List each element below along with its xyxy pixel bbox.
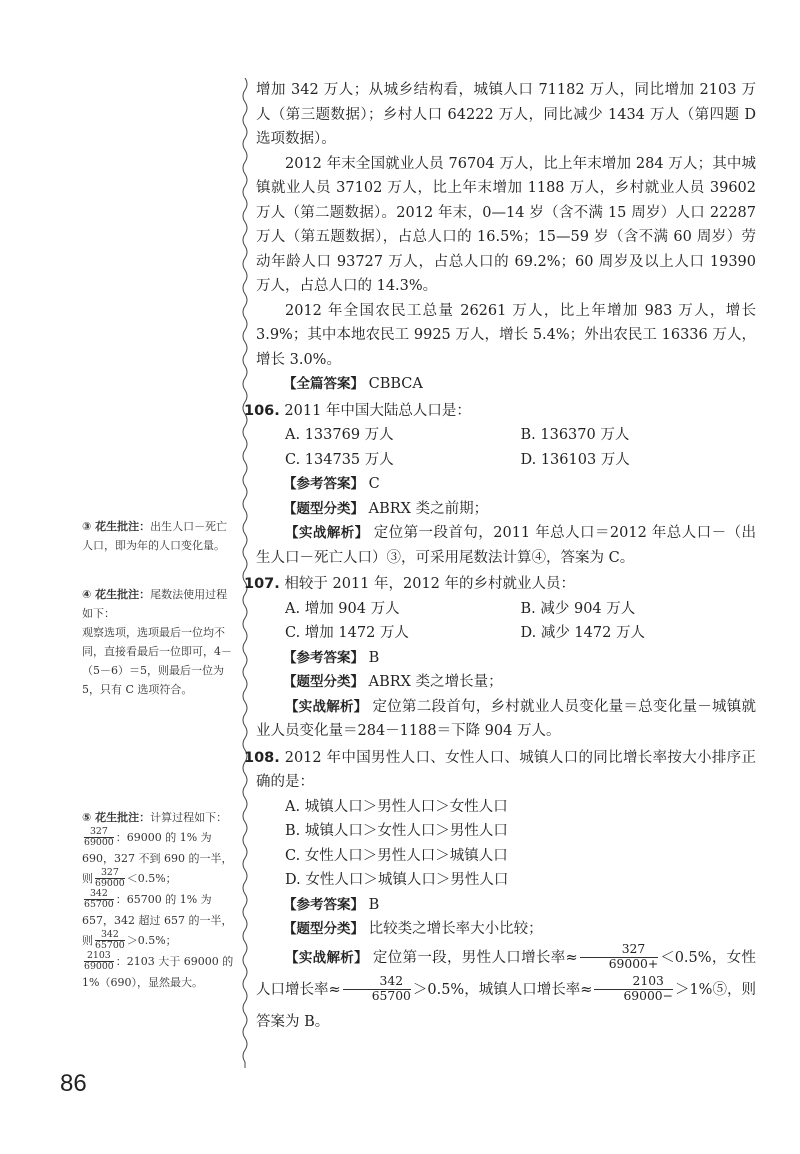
option-c: C. 女性人口＞男性人口＞城镇人口 <box>285 847 508 864</box>
question-108 <box>244 746 757 1038</box>
question-number: 106. <box>244 402 280 419</box>
option-a: A. 133769 万人 <box>285 427 394 443</box>
question-107 <box>244 572 757 744</box>
paragraph-3: 2012 年全国农民工总量 26261 万人，比上年增加 983 万人，增长 3.9%；其中本地农民工 9925 万人，增长 5.4%；外出农民工 16336 万人，增长 3.0%。 <box>256 302 756 368</box>
question-stem: 2011 年中国大陆总人口是： <box>284 402 471 419</box>
analysis-text-2: ＜0.5%，女性人口增长率≈ <box>256 949 757 998</box>
analysis-label: 【实战解析】 <box>285 525 369 541</box>
question-stem: 相较于 2011 年，2012 年的乡村就业人员： <box>284 576 576 592</box>
note-text: ：2103 大于 69000 的 1%（690），显然最大。 <box>82 954 234 989</box>
note-text: 计算过程如下： <box>150 811 228 824</box>
overall-answer <box>256 372 756 397</box>
analysis-text: 定位第一段首句，2011 年总人口＝2012 年总人口－（出生人口－死亡人口）③，可采用尾数法计算④，答案为 C。 <box>256 525 757 566</box>
type-label: 【题型分类】 <box>283 921 364 937</box>
note-label: ④ 花生批注： <box>82 588 151 601</box>
margin-divider <box>240 78 250 1068</box>
option-b: B. 减少 904 万人 <box>520 600 636 617</box>
options <box>285 423 756 472</box>
fraction: $\frac{327}{69000+}$ <box>580 943 659 971</box>
analysis-label: 【实战解析】 <box>285 949 368 966</box>
question-number: 108. <box>244 749 280 766</box>
answer-label: 【参考答案】 <box>283 476 364 492</box>
option-d: D. 减少 1472 万人 <box>520 625 645 641</box>
analysis-text: 定位第二段首句，乡村就业人员变化量＝总变化量－城镇就业人员变化量＝284－1188＝下降 904 万人。 <box>256 698 757 739</box>
option-d: D. 136103 万人 <box>520 451 630 468</box>
side-note-3 <box>82 517 234 555</box>
question-stem: 2012 年中国男性人口、女性人口、城镇人口的同比增长率按大小排序正确的是： <box>256 749 757 790</box>
side-note-4 <box>82 585 234 699</box>
option-a: A. 城镇人口＞男性人口＞女性人口 <box>285 798 508 815</box>
fraction: $\frac{342}{65700}$ <box>95 928 125 951</box>
option-c: C. 134735 万人 <box>285 451 394 468</box>
question-number: 107. <box>244 576 280 592</box>
option-b: B. 136370 万人 <box>520 427 630 443</box>
fraction: $\frac{2103}{69000-}$ <box>594 975 673 1003</box>
option-d: D. 女性人口＞城镇人口＞男性人口 <box>285 872 509 888</box>
options <box>285 597 756 646</box>
main-column <box>244 78 757 1038</box>
side-note-5 <box>82 808 234 992</box>
type-value: 比较类之增长率大小比较； <box>368 921 543 937</box>
option-a: A. 增加 904 万人 <box>285 600 400 617</box>
analysis-label: 【实战解析】 <box>285 698 368 715</box>
type-label: 【题型分类】 <box>283 674 364 690</box>
answer-label: 【参考答案】 <box>283 649 364 666</box>
question-106 <box>244 399 757 571</box>
fraction: $\frac{342}{65700}$ <box>84 888 114 911</box>
type-value: ABRX 类之前期； <box>368 500 489 517</box>
options <box>256 795 756 893</box>
note-text: 出生人口－死亡人口，即为年的人口变化量。 <box>82 520 228 552</box>
fraction: $\frac{342}{65700}$ <box>343 975 411 1003</box>
type-value: ABRX 类之增长量； <box>368 674 503 690</box>
note-text: ：65700 的 1% 为 657，342 超过 657 的一半，则 <box>82 892 233 947</box>
fraction: $\frac{327}{69000}$ <box>95 866 125 889</box>
note-text: 尾数法使用过程如下： <box>82 588 228 620</box>
note-text: ＜0.5%； <box>126 871 177 885</box>
note-label: ⑤ 花生批注： <box>82 811 151 824</box>
paragraph-1: 增加 342 万人；从城乡结构看，城镇人口 71182 万人，同比增加 2103 万人（第三题数据）；乡村人口 64222 万人，同比减少 1434 万人（第四题 D 选项数据）。 <box>256 82 756 147</box>
note-label: ③ 花生批注： <box>82 520 151 533</box>
note-text: 观察选项，选项最后一位均不同，直接看最后一位即可，4－（5－6）＝5，则最后一位为 5，只有 C 选项符合。 <box>82 626 232 696</box>
note-text: ：69000 的 1% 为 690，327 不到 690 的一半，则 <box>82 830 233 885</box>
option-b: B. 城镇人口＞女性人口＞男性人口 <box>285 823 508 839</box>
page-number: 86 <box>60 1070 87 1097</box>
answer-value: C <box>368 476 380 492</box>
analysis-text-4: ＞1%⑤，则答案为 B。 <box>256 981 756 1030</box>
answer-value: B <box>368 896 380 913</box>
type-label: 【题型分类】 <box>283 500 364 517</box>
overall-answer-label: 【全篇答案】 <box>283 376 364 392</box>
fraction: $\frac{2103}{69000}$ <box>84 950 114 973</box>
paragraph-2: 2012 年末全国就业人员 76704 万人，比上年末增加 284 万人；其中城镇就业人员 37102 万人，比上年末增加 1188 万人，乡村就业人员 39602 万人（第二题数据）。2012 年末，0—14 岁（含不满 15 周岁）人口 22287 万人（第五题数据），占总人口的 16.5%；15—59 岁（含不满 60 周岁）劳动年龄人口 93727 万人，占总人口的 69.2%；60 周岁及以上人口 19390 万人，占总人口的 14.3%。 <box>256 155 756 294</box>
answer-value: B <box>368 649 380 666</box>
analysis-text-1: 定位第一段，男性人口增长率≈ <box>372 949 578 966</box>
answer-label: 【参考答案】 <box>283 896 364 913</box>
overall-answer-value: CBBCA <box>368 376 423 392</box>
analysis-text-3: ＞0.5%，城镇人口增长率≈ <box>412 981 593 998</box>
option-c: C. 增加 1472 万人 <box>285 625 409 641</box>
note-text: ＞0.5%； <box>126 933 177 947</box>
fraction: $\frac{327}{69000}$ <box>84 826 114 849</box>
